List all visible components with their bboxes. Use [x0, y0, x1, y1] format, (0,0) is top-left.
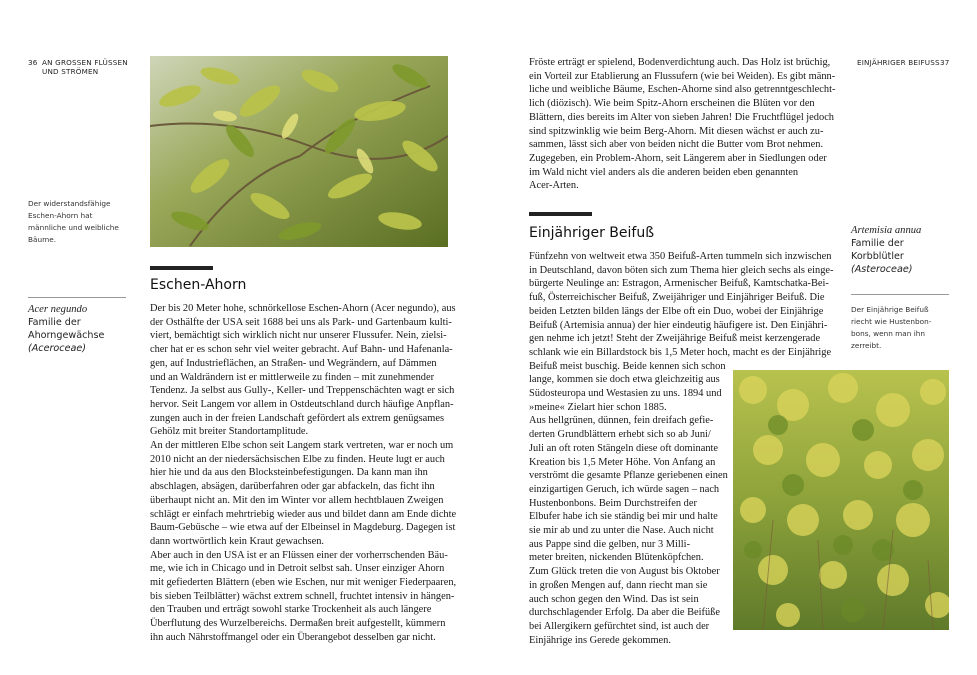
left-section-header	[42, 58, 128, 76]
right-caption-line: riecht wie Hustenbon-	[851, 317, 932, 326]
right-body-line: aus Pappe sind die gelben, nur 3 Milli-	[529, 538, 691, 550]
right-top-line: liche und weibliche Bäume, Eschen-Ahorne sind also getrenntgeschlecht-	[529, 84, 836, 96]
right-species-info	[851, 224, 951, 276]
left-species-divider	[28, 297, 126, 298]
left-body-line: abschlagen, absägen, darüberfahren oder gar abfackeln, das ficht ihn	[150, 481, 435, 493]
left-body-line: überhaupt nicht an. Mit den im Winter vor allem hechtblauen Zweigen	[150, 494, 444, 506]
right-top-line: sammen, lässt sich aber von beiden nicht die Butter vom Brot nehmen.	[529, 139, 824, 151]
right-body-line: Aus hellgrünen, dünnen, fein dreifach gefie-	[529, 415, 714, 427]
right-section-header: EINJÄHRIGER BEIFUSS	[857, 58, 940, 67]
right-top-line: Fröste erträgt er spielend, Bodenverdichtung auch. Das Holz ist brüchig,	[529, 57, 831, 68]
right-body-line: in Deutschland, davon böten sich zum Thema hier gleich sechs als einge-	[529, 264, 834, 276]
right-body-line: Hustenbonbons. Beim Durchstreifen der	[529, 497, 697, 509]
left-caption-line: Bäume.	[28, 235, 57, 244]
left-species-family: Ahorngewächse	[28, 330, 105, 341]
left-species-info	[28, 303, 138, 355]
left-article-title: Eschen-Ahorn	[150, 277, 247, 293]
left-body-line: den Trauben und erträgt sowohl starke Trockenheit als auch längere	[150, 604, 432, 616]
left-body-line: dann wortwörtlich kein Kraut gewachsen.	[150, 535, 324, 547]
left-title-rule	[150, 266, 213, 270]
left-body-line: schlägt er einfach mehrtriebig wieder aus und bildet dann am Ende dichte	[150, 508, 457, 520]
left-body-text	[150, 302, 457, 645]
left-body-line: me, wie ich in Chicago und in Detroit selbst sah. Unser einziger Ahorn	[150, 563, 445, 575]
ash-maple-leaves-photo-icon	[150, 56, 448, 247]
left-species-latin: Acer negundo	[28, 304, 88, 315]
right-caption-line: bons, wenn man ihn	[851, 329, 925, 338]
right-top-line: Acer-Arten.	[529, 180, 579, 192]
left-caption-line: männliche und weibliche	[28, 223, 119, 232]
right-body-line: durchschlagender Erfolg. Da aber die Beifüße	[529, 607, 720, 619]
left-page-number: 36	[28, 58, 38, 67]
left-species-family: (Aceroceae)	[28, 343, 86, 354]
left-body-line: Gehölz mit breiter Standortamplitude.	[150, 426, 309, 438]
left-body-line: viert, bemächtigt sich wirklich nicht nur unserer Flussufer. Nein, zielsi-	[150, 330, 447, 342]
right-species-latin: Artemisia annua	[851, 225, 922, 236]
left-body-line: Baum-Gebüsche – wie etwa auf der Elbeinsel in Magdeburg. Dagegen ist	[150, 522, 456, 534]
right-body-line: sie mir ab und zu unter die Nase. Auch nicht	[529, 525, 714, 537]
left-body-line: 2010 nicht an der niedersächsischen Elbe zu finden. Heute lugt er auch	[150, 453, 445, 465]
right-species-family: Familie der	[851, 238, 904, 249]
right-body-line: fuß, Österreichischer Beifuß, Zweijähriger und Einjähriger Beifuß. Die	[529, 292, 825, 304]
right-body-line: auch schon gegen den Wind. Das ist sein	[529, 593, 699, 605]
left-section-header-line-2: UND STRÖMEN	[42, 67, 99, 76]
left-body-line: Überflutung des Wurzelbereichs. Dermaßen breit aufgestellt, kümmern	[150, 618, 446, 630]
right-body-line: Kreation bis 1,5 Meter Höhe. Von Anfang an	[529, 456, 716, 468]
left-body-line: zungen auch in der freien Landschaft gefördert als extrem genügsames	[150, 412, 444, 424]
right-body-line: schlank wie ein Billardstock bis 1,5 Meter hoch, macht es der Einjährige	[529, 346, 832, 358]
right-top-line: Blättern, dies bereits im Alter von sieben Jahren! Die Fruchtflügel jedoch	[529, 111, 834, 123]
left-body-line: hier hie und da aus den Blocksteinbefestigungen. Da kann man ihn	[150, 467, 428, 479]
annual-mugwort-photo	[733, 370, 949, 630]
left-body-line: ihn auch Nährstoffmangel oder ein Überangebot desselben gar nicht.	[150, 631, 436, 643]
right-top-line: Zugegeben, ein Problem-Ahorn, seit Längerem aber in Siedlungen oder	[529, 152, 827, 164]
right-top-line: lich (diözisch). Wie beim Spitz-Ahorn erscheinen die Blüten vor den	[529, 98, 815, 110]
left-body-line: Der bis 20 Meter hohe, schnörkellose Eschen-Ahorn (Acer negundo), aus	[150, 303, 456, 314]
right-continued-text	[529, 56, 836, 193]
right-body-line: einzigartigen Geruch, ich würde sagen – nach	[529, 483, 720, 495]
right-article-title: Einjähriger Beifuß	[529, 225, 655, 241]
right-top-line: im Wald nicht viel anders als die anderen beiden eben genannten	[529, 166, 799, 178]
right-body-line: Fünfzehn von weltweit etwa 350 Beifuß-Arten tummeln sich inzwischen	[529, 251, 832, 262]
right-body-line: »meine« Zielart hier schon 1885.	[529, 401, 667, 413]
right-body-line: gen nehme ich jetzt! Steht der Zweijährige Beifuß meist kerzengerade	[529, 333, 821, 345]
right-body-line: lange, kommen sie doch etwa gleichzeitig aus	[529, 374, 720, 386]
left-section-header-line-1: AN GROSSEN FLÜSSEN	[42, 58, 128, 67]
right-body-line: Beifuß meist buschig. Beide kennen sich schon	[529, 360, 726, 372]
right-body-line: beiden Letzten bilden längs der Elbe oft ein Duo, wobei der Einjährige	[529, 305, 824, 317]
right-caption-line: Der Einjährige Beifuß	[851, 305, 929, 314]
right-body-line: in großen Mengen auf, dann riecht man sie	[529, 579, 708, 591]
right-photo-caption	[851, 304, 951, 352]
right-title-rule	[529, 212, 592, 216]
right-body-line: Einjährige ins Gerede gekommen.	[529, 634, 671, 646]
left-body-line: und an Waldrändern ist er mittlerweile zu finden – mit zunehmender	[150, 371, 435, 383]
right-top-line: ein Vorteil zur Etablierung an Flussufern (wie bei Weiden). Es gibt männ-	[529, 70, 836, 82]
right-body-line: derten Grundblättern erhebt sich so ab Juni/	[529, 429, 711, 441]
right-body-line: Südosteuropa und Westasien zu uns. 1894 und	[529, 388, 722, 400]
right-caption-line: zerreibt.	[851, 341, 882, 350]
left-body-line: hervor. Seit Langem vor allem in Ostdeutschland durch häufige Anpflan-	[150, 398, 454, 410]
annual-mugwort-plants-photo-icon	[733, 370, 949, 630]
ash-maple-photo	[150, 56, 448, 247]
right-body-line: bürgerte Neulinge an: Estragon, Armenischer Beifuß, Kamtschatka-Bei-	[529, 278, 829, 290]
left-caption-line: Der widerstandsfähige	[28, 199, 111, 208]
right-body-line: Juli an oft roten Stängeln diese oft dominante	[529, 442, 719, 454]
left-body-line: mit gefiederten Blättern (eben wie Eschen, nur mit weniger Fiederpaaren,	[150, 577, 457, 589]
left-species-family: Familie der	[28, 317, 81, 328]
right-page-number: 37	[940, 58, 950, 67]
left-caption-line: Eschen-Ahorn hat	[28, 211, 93, 220]
left-body-line: cher hat er es schon sehr viel weiter gebracht. Auf Bahn- und Hafenanla-	[150, 344, 453, 356]
left-photo-caption	[28, 198, 138, 246]
left-body-line: gen, auf Industrieflächen, an Straßen- und Wegrändern, auf Dämmen	[150, 357, 437, 369]
right-body-line: Beifuß (Artemisia annua) der hier eindeutig häufigere ist. Den Einjähri-	[529, 319, 828, 331]
left-body-line: der Osthälfte der USA seit 1688 bei uns als Park- und Gartenbaum kulti-	[150, 316, 452, 328]
right-species-family: (Asteroceae)	[851, 264, 913, 275]
right-body-line: Zum Glück treten die von August bis Oktober	[529, 566, 720, 578]
left-body-line: bis sieben Teilblätter) wächst extrem schnell, fruchtet intensiv in hängen-	[150, 590, 455, 602]
left-body-line: An der mittleren Elbe schon seit Langem stark vertreten, war er noch um	[150, 440, 454, 452]
left-body-line: Tendenz. Ja selbst aus Gully-, Keller- und Treppenschächten wagt er sich	[150, 385, 455, 397]
right-species-divider	[851, 294, 949, 295]
right-body-line: verströmt die gesamte Pflanze geriebenen einen	[529, 470, 728, 482]
right-body-line: Elbufer habe ich sie ständig bei mir und halte	[529, 511, 718, 523]
right-body-line: bei Allergikern gefürchtet sind, ist auch der	[529, 620, 710, 632]
right-top-line: sind spitzwinklig wie beim Berg-Ahorn. Mit diesen wächst er auch zu-	[529, 125, 824, 137]
right-body-line: meter breiten, nickenden Blütenköpfchen.	[529, 552, 704, 564]
right-species-family: Korbblütler	[851, 251, 904, 262]
left-body-line: Aber auch in den USA ist er an Flüssen einer der vorherrschenden Bäu-	[150, 549, 448, 561]
